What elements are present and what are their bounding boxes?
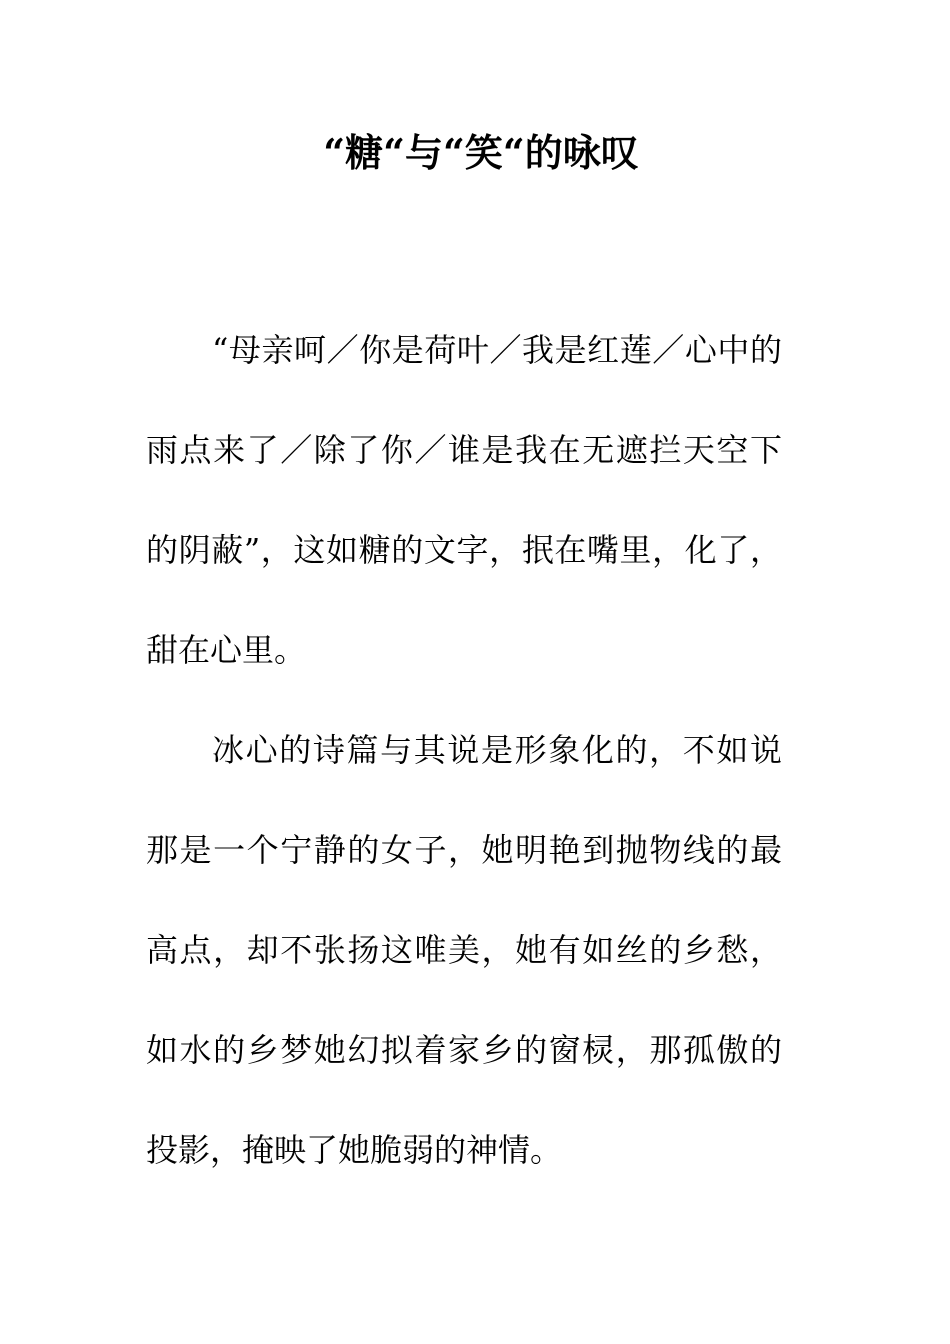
paragraph-2: 冰心的诗篇与其说是形象化的，不如说那是一个宁静的女子，她明艳到抛物线的最高点，却不张扬这唯美，她有如丝的乡愁，如水的乡梦她幻拟着家乡的窗棂，那孤傲的投影，掩映了她脆弱的神情。 — [146, 731, 782, 1169]
paragraph-1: “母亲呵／你是荷叶／我是红莲／心中的雨点来了／除了你／谁是我在无遮拦天空下的阴蔽”，这如糖的文字，抿在嘴里，化了，甜在心里。 — [146, 331, 782, 669]
document-title: “糖“与“笑“的咏叹 — [323, 130, 639, 175]
document-body — [146, 300, 782, 1200]
